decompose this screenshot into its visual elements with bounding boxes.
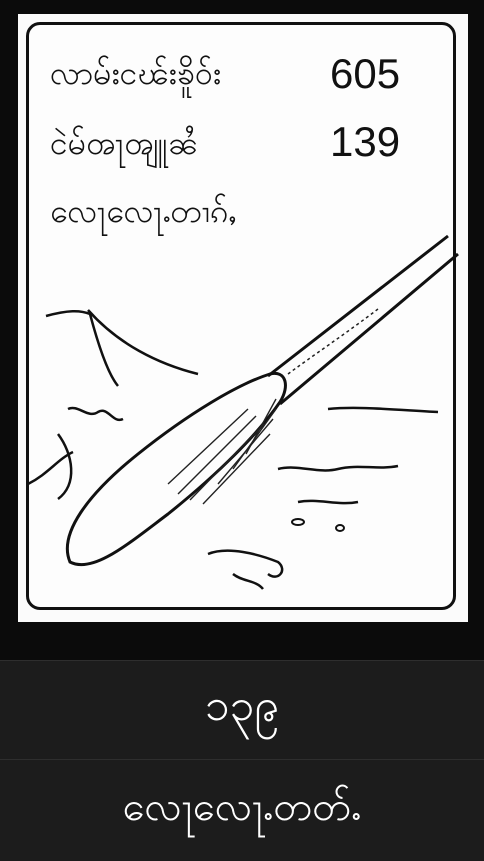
paddle-illustration [18, 14, 468, 622]
card-value-row1: 605 [330, 50, 401, 97]
landscape-lines [28, 310, 438, 589]
card-label-row1: လာမ်းငၽ်းၶိူဝ်း [50, 54, 222, 92]
paddle-grip [288, 309, 378, 374]
card-number-bar: ၁၃၉ [0, 660, 484, 760]
paddle-blade [67, 373, 285, 564]
card-label-row3: လေႃလေႃႉတၢၵ်ႇ [50, 192, 237, 230]
card-value-row2: 139 [330, 118, 401, 165]
card-name-bar: လေႃလေႃႉတတ်ႉ [0, 760, 484, 861]
card-label-row2: ငဲမ်ၻႃၻျူၼႆ [50, 124, 199, 162]
blade-hatching [168, 399, 276, 504]
